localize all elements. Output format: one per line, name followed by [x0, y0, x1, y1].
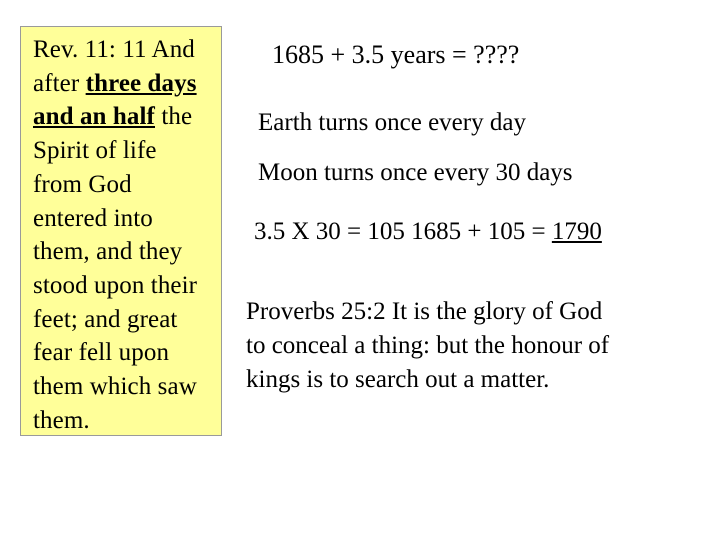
scripture-line: from God — [33, 170, 132, 198]
scripture-line — [33, 100, 221, 134]
scripture-line — [33, 67, 221, 101]
proverbs-line: kings is to search out a matter. — [246, 366, 550, 393]
earth-rotation-text: Earth turns once every day — [258, 109, 526, 136]
scripture-line: Rev. 11: 11 And — [33, 36, 195, 63]
scripture-line: them. — [33, 406, 90, 434]
scripture-text: after — [33, 69, 86, 97]
calculation-text — [254, 218, 602, 246]
scripture-line: feet; and great — [33, 305, 178, 333]
scripture-box — [20, 26, 222, 436]
scripture-line: entered into — [33, 204, 153, 232]
emphasized-text: and an half — [33, 103, 155, 131]
scripture-line: stood upon their — [33, 271, 198, 299]
calculation-result: 1790 — [551, 218, 602, 245]
scripture-line: them, and they — [33, 238, 183, 266]
calculation-prefix: 3.5 X 30 = 105 1685 + 105 = — [254, 218, 552, 245]
emphasized-text: three days — [85, 69, 197, 97]
years-equation: 1685 + 3.5 years = ???? — [272, 40, 520, 69]
scripture-line: Spirit of life — [33, 137, 157, 165]
proverbs-line: Proverbs 25:2 It is the glory of God — [246, 298, 603, 325]
moon-cycle-text: Moon turns once every 30 days — [258, 159, 573, 186]
scripture-line: fear fell upon — [33, 339, 170, 367]
scripture-line: them which saw — [33, 373, 197, 401]
scripture-text: the — [155, 103, 193, 131]
proverbs-line: to conceal a thing: but the honour of — [246, 332, 610, 359]
proverbs-quote — [246, 295, 609, 397]
